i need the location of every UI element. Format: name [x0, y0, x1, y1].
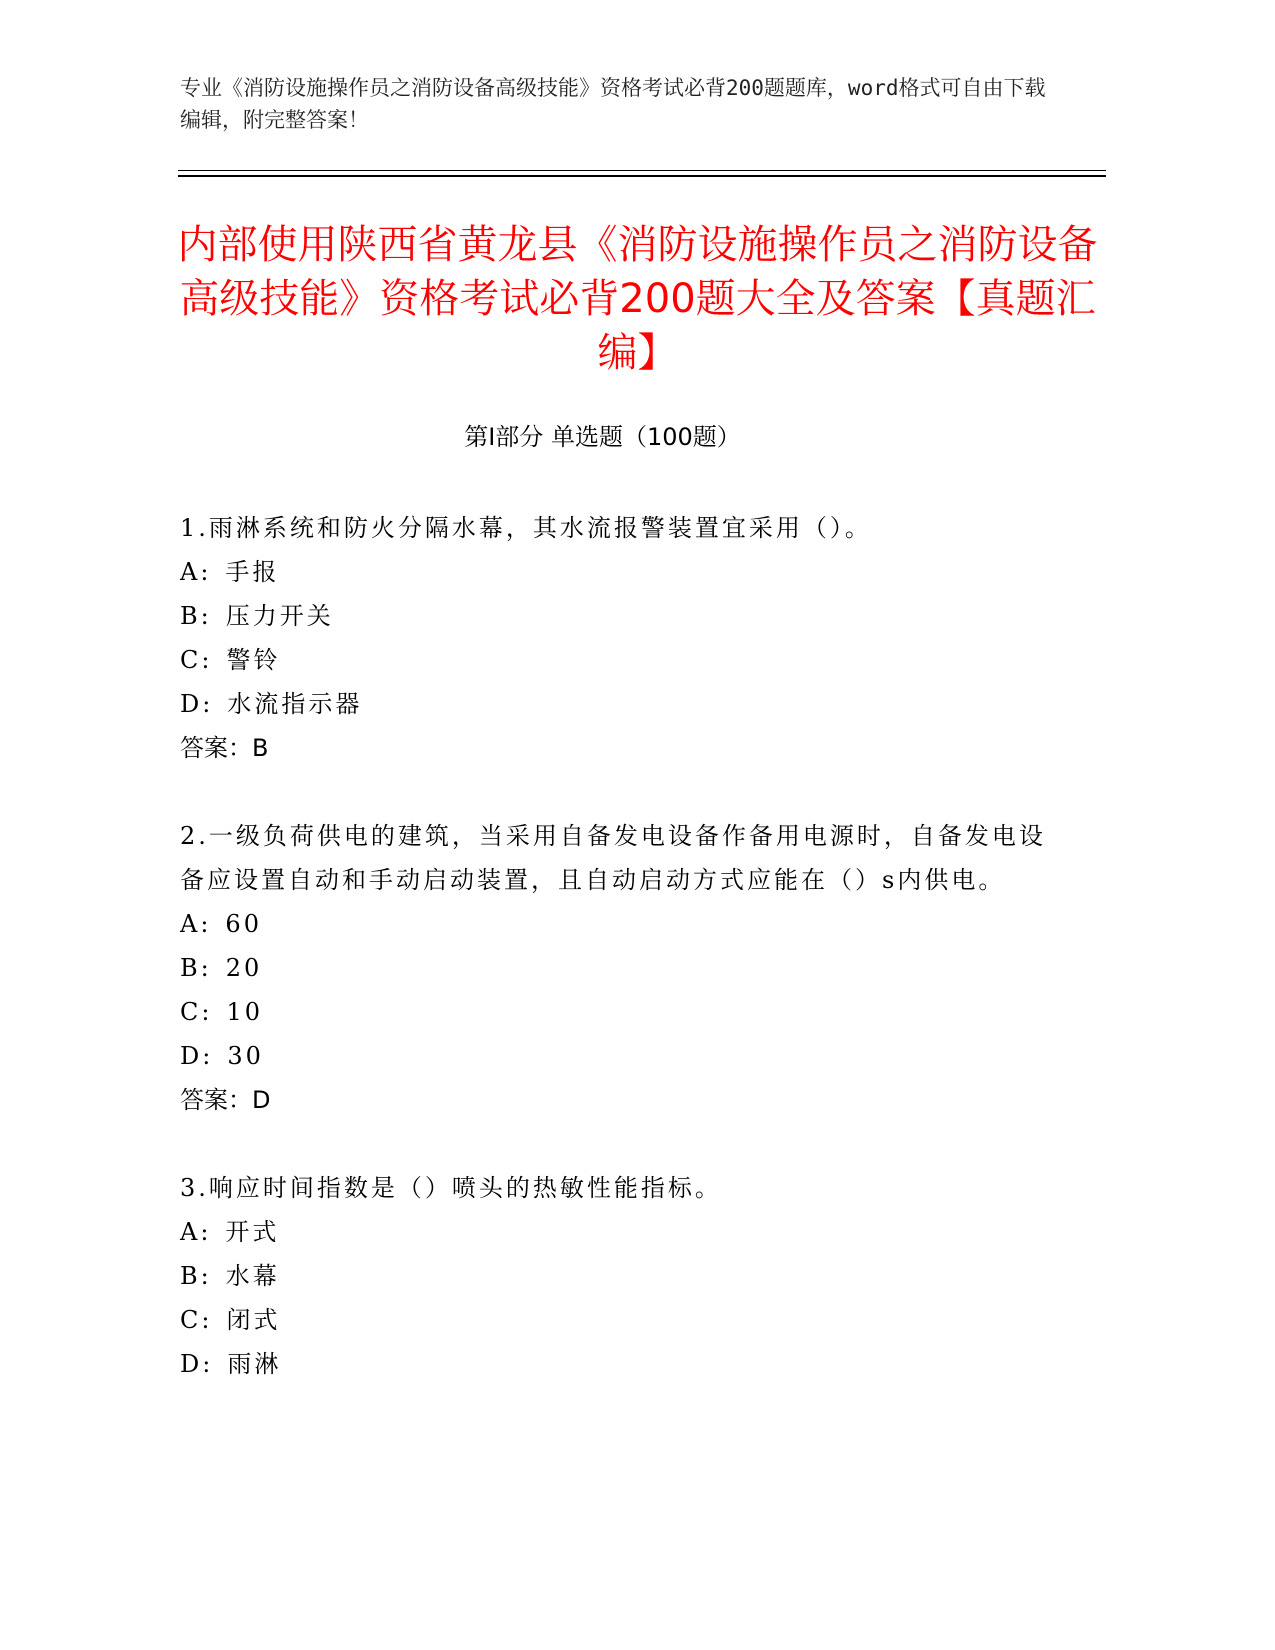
option-d: [180, 1342, 1060, 1386]
option-letter: A:: [180, 558, 212, 586]
header-divider-thin: [178, 170, 1106, 171]
option-letter: D:: [180, 1042, 214, 1070]
option-text: 30: [227, 1042, 264, 1070]
option-b: [180, 594, 1060, 638]
option-letter: D:: [180, 690, 214, 718]
option-c: [180, 990, 1060, 1034]
option-c: [180, 638, 1060, 682]
option-a: [180, 550, 1060, 594]
option-a: [180, 902, 1060, 946]
option-text: 水幕: [225, 1262, 280, 1290]
option-letter: B:: [180, 1262, 212, 1290]
answer-line: 答案：D: [180, 1086, 271, 1114]
option-letter: B:: [180, 602, 212, 630]
question-stem: 2.一级负荷供电的建筑，当采用自备发电设备作备用电源时，自备发电设备应设置自动和手动启动装置，且自动启动方式应能在（）s内供电。: [180, 822, 1046, 894]
document-title: 内部使用陕西省黄龙县《消防设施操作员之消防设备高级技能》资格考试必背200题大全及答案【真题汇编】: [177, 222, 1098, 376]
header-note: 专业《消防设施操作员之消防设备高级技能》资格考试必背200题题库，word格式可自由下载编辑，附完整答案！: [180, 76, 1046, 132]
option-letter: C:: [180, 646, 213, 674]
option-letter: C:: [180, 998, 213, 1026]
question-item: [180, 1166, 1060, 1386]
option-text: 20: [225, 954, 263, 982]
option-text: 雨淋: [227, 1350, 282, 1378]
answer-line: 答案：B: [180, 734, 269, 762]
option-a: [180, 1210, 1060, 1254]
option-letter: C:: [180, 1306, 213, 1334]
option-d: [180, 1034, 1060, 1078]
option-b: [180, 946, 1060, 990]
question-stem: 3.响应时间指数是（）喷头的热敏性能指标。: [180, 1174, 722, 1202]
option-text: 手报: [225, 558, 280, 586]
option-text: 10: [226, 998, 263, 1026]
option-text: 压力开关: [225, 602, 334, 630]
option-letter: A:: [180, 910, 212, 938]
option-b: [180, 1254, 1060, 1298]
header-divider-thick: [178, 175, 1106, 177]
option-d: [180, 682, 1060, 726]
option-text: 60: [225, 910, 262, 938]
question-list: [180, 506, 1060, 1430]
question-item: [180, 506, 1060, 770]
option-letter: B:: [180, 954, 212, 982]
option-c: [180, 1298, 1060, 1342]
question-stem: 1.雨淋系统和防火分隔水幕，其水流报警装置宜采用（）。: [180, 514, 872, 542]
option-text: 闭式: [226, 1306, 281, 1334]
question-item: [180, 814, 1060, 1122]
section-heading: 第Ⅰ部分 单选题（100题）: [464, 423, 741, 451]
option-letter: A:: [180, 1218, 212, 1246]
option-letter: D:: [180, 1350, 214, 1378]
option-text: 开式: [225, 1218, 280, 1246]
option-text: 警铃: [226, 646, 281, 674]
option-text: 水流指示器: [227, 690, 363, 718]
